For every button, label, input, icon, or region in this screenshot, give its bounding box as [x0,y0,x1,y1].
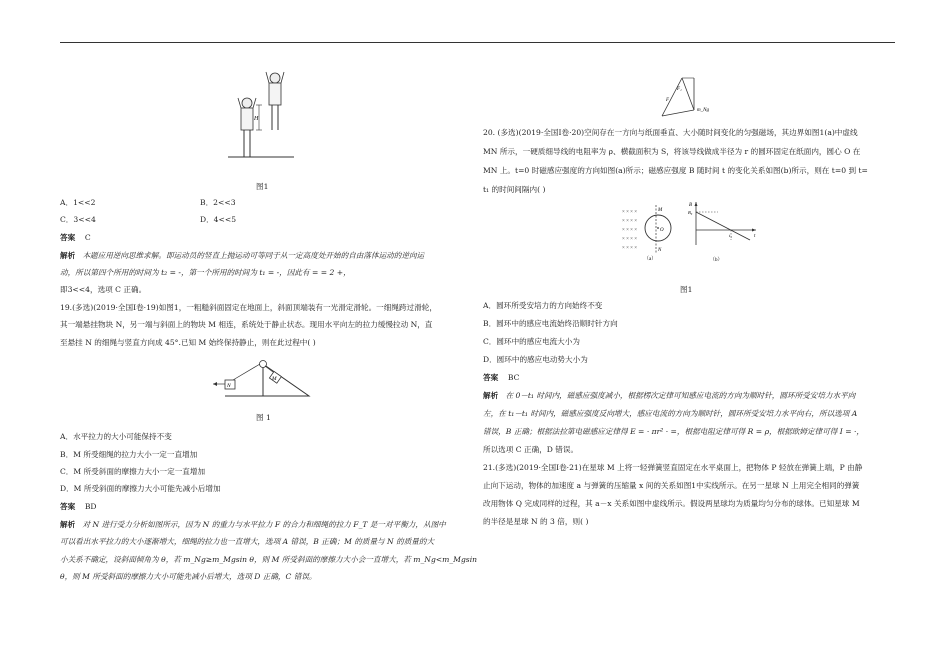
q21-line2: 止向下运动，物体的加速度 a 与弹簧的压缩量 x 间的关系如图1中实线所示。在另一星球 N 上用完全相同的弹簧 [483,481,860,490]
q20-line2: MN 所示，一硬质细导线的电阻率为 ρ、横截面积为 S，将该导线做成半径为 r 的圆环固定在纸面内，圆心 O 在 [483,147,861,156]
label-n: N [227,383,231,389]
analysis-label: 解析 [483,391,499,400]
answer-label: 答案 [60,502,76,511]
figure-caption: 图1 [256,182,269,191]
analysis-text: 对 N 进行受力分析如图所示，因为 N 的重力与水平拉力 F 的合力和细绳的拉力 F_T 是一对平衡力，从图中 [82,520,446,529]
b-t-graph-figure [688,200,760,262]
analysis-prev-line1 [60,251,424,261]
svg-text:× × × ×: × × × × [622,228,638,233]
label-n20: N [658,248,662,253]
analysis-text: 本题应用逆向思维求解。即运动员的竖直上抛运动可等同于从一定高度处开始的自由落体运动的逆向运 [82,251,425,260]
header-rule [60,42,895,43]
option20-c: C．圆环中的感应电流大小为 [483,337,580,346]
answer20 [483,373,519,383]
fig-a-label: （a） [644,257,657,262]
option-a-prev: A．1<<2 [60,198,96,207]
analysis19-line1 [60,520,446,530]
analysis19-line4: θ，则 M 所受斜面的摩擦力大小可能先减小后增大，选项 D 正确，C 错误。 [60,572,317,581]
label-b0: B₀ [688,210,693,215]
svg-text:× × × ×: × × × × [622,219,638,224]
analysis19-line2: 可以看出水平拉力的大小逐渐增大，细绳的拉力也一直增大，选项 A 错误，B 正确；M 的质量与 N 的质量的大 [60,537,435,546]
answer-prev [60,233,91,243]
analysis-prev-line3: 即3<<4，选项 C 正确。 [60,285,147,294]
analysis20-line1 [483,391,855,401]
svg-text:× × × ×: × × × × [622,246,638,251]
label-t1: t₁ [729,233,732,238]
option-c-prev: C．3<<4 [60,215,96,224]
q21-line3: 改用物体 Q 完成同样的过程，其 a－x 关系如图中虚线所示。假设两星球均为质量均匀分布的球体。已知星球 M [483,499,860,508]
analysis20-line2: 左，在 t₁－t₁ 时间内，磁感应强度反向增大，感应电流的方向为顺时针，圆环所受安培力水平向右，所以选项 A [483,409,858,418]
q20-line4: t₁ 的时间间隔内( ) [483,185,546,194]
answer19 [60,502,97,512]
analysis19-line3: 小关系不确定，设斜面倾角为 θ，若 m_Ng≥m_Mgsin θ，则 M 所受斜面的摩擦力大小会一直增大，若 m_Ng<m_Mgsin [60,555,478,564]
q20-line1: 20. (多选)(2019·全国Ⅰ卷·20)空间存在一方向与纸面垂直、大小随时间变化的匀强磁场，其边界如图1(a)中虚线 [483,128,858,137]
magnetic-field-ring-figure [620,203,693,262]
answer-label: 答案 [483,373,499,382]
option20-d: D．圆环中的感应电动势大小为 [483,355,588,364]
q21-line4: 的半径是星球 N 的 3 倍，则( ) [483,517,589,526]
label-f1: F₁ [677,87,682,92]
athlete-jump-figure [228,68,298,160]
answer-value: BC [507,373,520,382]
q21-line1: 21.(多选)(2019·全国Ⅰ卷·21)在星球 M 上将一轻弹簧竖直固定在水平桌面上，把物体 P 轻放在弹簧上端，P 由静 [483,463,863,472]
svg-text:× × × ×: × × × × [622,210,638,215]
analysis-prev-line2: 动，所以第四个所用的时间为 t₂ = -，第一个所用的时间为 t₁ = -，因此有 = = 2 +， [60,268,351,277]
label-b-axis: B [689,203,693,208]
answer-value: BD [84,502,97,511]
q19-line3: 至悬挂 N 的细绳与竖直方向成 45°.已知 M 始终保持静止，则在此过程中( ) [60,338,316,347]
incline-pulley-figure [205,358,310,400]
q19-line2: 其一端悬挂物块 N，另一端与斜面上的物块 M 相连，系统处于静止状态。现用水平向左的拉力缓慢拉动 N，直 [60,320,433,329]
option19-a: A．水平拉力的大小可能保持不变 [60,432,172,441]
label-mng: m_Ng [697,108,709,113]
option19-c: C．M 所受斜面的摩擦力大小一定一直增加 [60,467,206,476]
option19-b: B．M 所受细绳的拉力大小一定一直增加 [60,450,198,459]
label-t-axis: t [754,234,756,239]
svg-text:× × × ×: × × × × [622,237,638,242]
label-o20: O [660,228,664,233]
label-m: M [272,376,277,382]
option20-b: B．圆环中的感应电流始终沿顺时针方向 [483,319,618,328]
analysis-label: 解析 [60,251,76,260]
q19-line1: 19.(多选)(2019·全国Ⅰ卷·19)如图1，一粗糙斜面固定在地面上，斜面顶端装有一光滑定滑轮。一细绳跨过滑轮， [60,303,437,312]
label-m20: M [658,208,663,213]
force-triangle-figure [652,76,722,118]
answer-value: C [84,233,91,242]
option-b-prev: B．2<<3 [200,198,236,207]
option20-a: A．圆环所受安培力的方向始终不变 [483,301,603,310]
analysis20-line3: 错误，B 正确；根据法拉第电磁感应定律得 E = · πr² · =，根据电阻定律可得 R = ρ，根据欧姆定律可得 I = ·， [483,427,865,436]
q20-line3: MN 上。t=0 时磁感应强度的方向如图(a)所示；磁感应强度 B 随时间 t 的变化关系如图(b)所示，则在 t=0 到 t= [483,166,868,175]
option-d-prev: D．4<<5 [200,215,237,224]
figure2-caption: 图 1 [256,413,271,422]
analysis20-line4: 所以选项 C 正确，D 错误。 [483,445,579,454]
svg-text:H: H [254,116,259,122]
answer-label: 答案 [60,233,76,242]
analysis-text: 在 0－t₁ 时间内，磁感应强度减小，根据楞次定律可知感应电流的方向为顺时针，圆环所受安培力水平向 [505,391,856,400]
analysis-label: 解析 [60,520,76,529]
fig-b-label: （b） [710,258,723,263]
figure20-caption: 图1 [680,285,693,294]
option19-d: D．M 所受斜面的摩擦力大小可能先减小后增加 [60,484,221,493]
label-f: F [666,98,670,103]
